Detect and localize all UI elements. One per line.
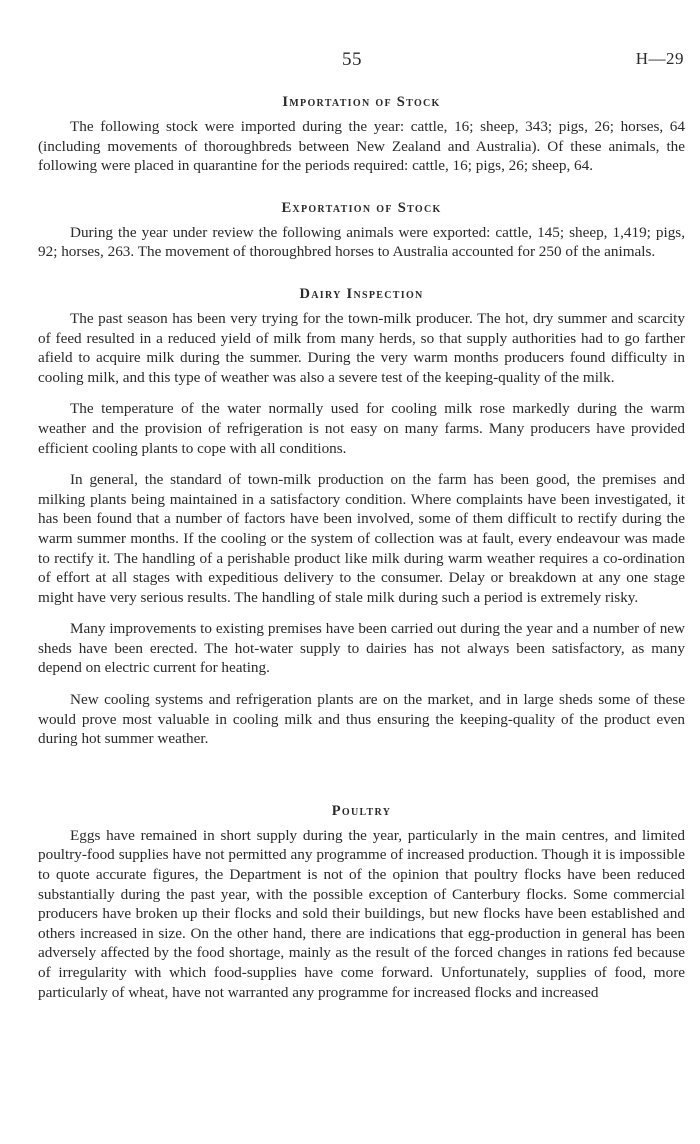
paragraph: The past season has been very trying for the town-milk producer. The hot, dry summer and scarcity of feed resulted in a reduced yield of milk from many herds, so that supply authorities had to go farther afield to acquire milk during the summer. During the very warm months producers found difficulty in cooling milk, and this type of weather was also a severe test of the keeping-quality of the milk. xyxy=(38,309,685,386)
section-dairy-inspection xyxy=(38,284,685,749)
page-number: 55 xyxy=(342,49,362,70)
section-heading: Exportation of Stock xyxy=(281,199,442,216)
paragraph: Many improvements to existing premises have been carried out during the year and a number of new sheds have been erected. The hot-water supply to dairies has not always been satisfactory, as many depend on electric current for heating. xyxy=(38,620,685,677)
paragraph: Eggs have remained in short supply during the year, particularly in the main centres, and limited poultry-food supplies have not permitted any programme of increased production. Though it is impossible to quote accurate figures, the Department is not of the opinion that poultry flocks have been reduced substantially during the past year, with the possible exception of Canterbury flocks. Some commercial producers have broken up their flocks and sold their buildings, but new flocks have been established and others increased in size. On the other hand, there are indications that egg-production in general has been adversely affected by the food shortage, mainly as the result of the forced changes in rations fed because of irregularity with which food-supplies have come forward. Unfortunately, supplies of food, more particularly of wheat, have not warranted any programme for increased flocks and increased xyxy=(38,826,685,1001)
paragraph: The temperature of the water normally used for cooling milk rose markedly during the warm weather and the provision of refrigeration is not easy on many farms. Many producers have provided efficient cooling plants to cope with all conditions. xyxy=(38,400,685,457)
section-importation-of-stock xyxy=(38,92,685,176)
paragraph: In general, the standard of town-milk production on the farm has been good, the premises and milking plants being maintained in a satisfactory condition. Where complaints have been investigated, it has been found that a number of factors have been involved, some of them difficult to rectify during the warm summer months. If the cooling or the system of collection was at fault, every endeavour was made to rectify it. The handling of a perishable product like milk during warm weather requires a co-ordination of effort at all stages with expeditious delivery to the consumer. Delay or breakdown at any one stage might have very serious results. The handling of stale milk during such a period is extremely risky. xyxy=(38,471,685,606)
section-exportation-of-stock xyxy=(38,198,685,262)
section-heading: Importation of Stock xyxy=(282,94,441,110)
section-heading: Poultry xyxy=(331,802,392,819)
paragraph: During the year under review the following animals were exported: cattle, 145; sheep, 1,419; pigs, 92; horses, 263. The movement of thoroughbred horses to Australia accounted for 250 of the animals. xyxy=(38,223,685,261)
paragraph: New cooling systems and refrigeration plants are on the market, and in large sheds some of these would prove most valuable in cooling milk and thus ensuring the keeping-quality of the product even during hot summer weather. xyxy=(38,691,685,748)
section-spacer xyxy=(38,771,685,801)
paragraph: The following stock were imported during the year: cattle, 16; sheep, 343; pigs, 26; horses, 64 (including movements of thoroughbreds between New Zealand and Australia). Of these animals, the following were placed in quarantine for the periods required: cattle, 16; pigs, 26; sheep, 64. xyxy=(38,118,685,175)
section-poultry xyxy=(38,801,685,1002)
page-body xyxy=(38,92,685,1002)
document-reference: H—29 xyxy=(635,49,684,68)
section-heading: Dairy Inspection xyxy=(299,285,424,302)
